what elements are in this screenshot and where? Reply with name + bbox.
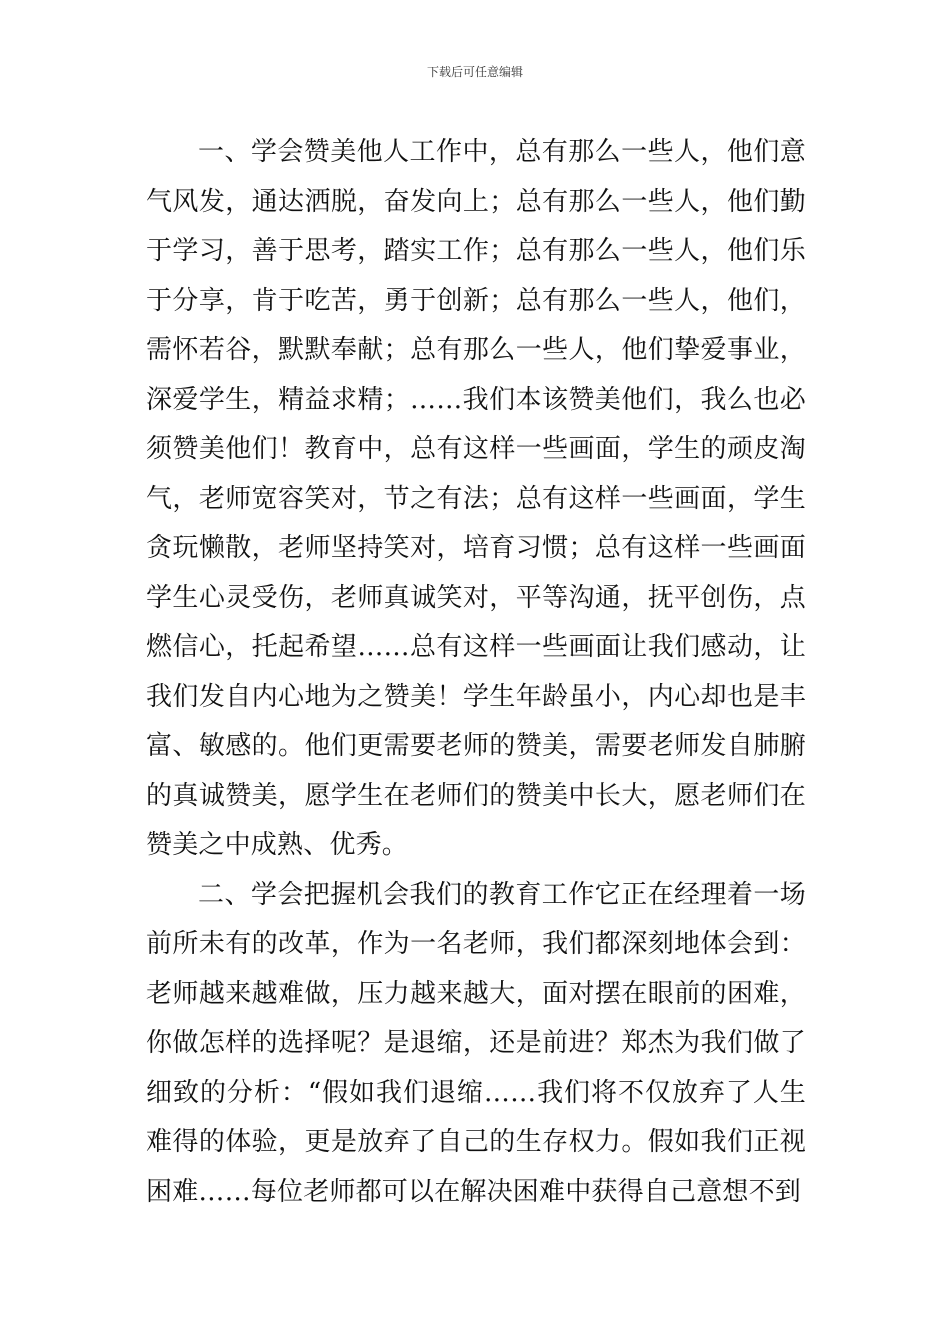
paragraph-seize-opportunity: 二、学会把握机会我们的教育工作它正在经理着一场前所未有的改革，作为一名老师，我们都深刻地体会到：老师越来越难做，压力越来越大，面对摆在眼前的困难，你做怎样的选择呢？是退缩，还是前进？郑杰为我们做了细致的分析：“假如我们退缩……我们将不仅放弃了人生难得的体验，更是放弃了自己的生存权力。假如我们正视困难……每位老师都可以在解决困难中获得自己意想不到 — [146, 879, 806, 1207]
paragraph-praise-others: 一、学会赞美他人工作中，总有那么一些人，他们意气风发，通达洒脱，奋发向上；总有那么一些人，他们勤于学习，善于思考，踏实工作；总有那么一些人，他们乐于分享，肯于吃苦，勇于创新；总有那么一些人，他们，需怀若谷，默默奉献；总有那么一些人，他们挚爱事业，深爱学生，精益求精；……我们本该赞美他们，我么也必须赞美他们！教育中，总有这样一些画面，学生的顽皮淘气，老师宽容笑对，节之有法；总有这样一些画面，学生贪玩懒散，老师坚持笑对，培育习惯；总有这样一些画面学生心灵受伤，老师真诚笑对，平等沟通，抚平创伤，点燃信心，托起希望……总有这样一些画面让我们感动，让我们发自内心地为之赞美！学生年龄虽小，内心却也是丰富、敏感的。他们更需要老师的赞美，需要老师发自肺腑的真诚赞美，愿学生在老师们的赞美中长大，愿老师们在赞美之中成熟、优秀。 — [146, 137, 806, 860]
page-header: 下载后可任意编辑 — [426, 65, 523, 79]
document-body — [146, 128, 806, 1217]
